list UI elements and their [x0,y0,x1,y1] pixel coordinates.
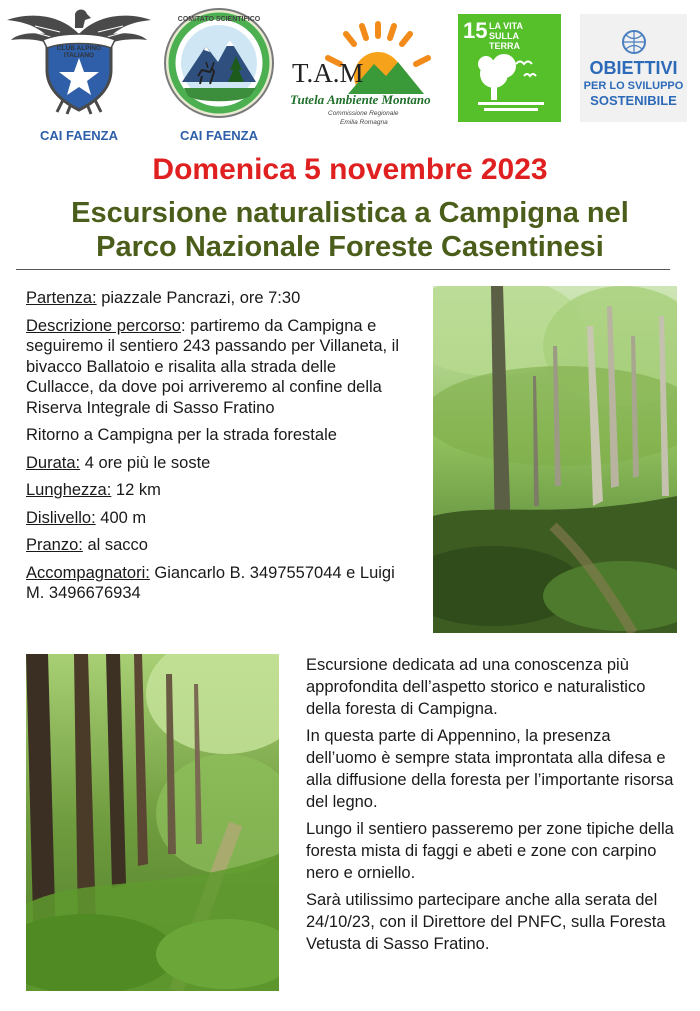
pranzo-label: Pranzo: [26,536,83,554]
forest-photo-trail [26,654,279,991]
tam-title: T.A.M [292,58,364,88]
lunghezza-label: Lunghezza: [26,481,112,499]
event-title-line2: Parco Nazionale Foreste Casentinesi [96,231,604,263]
dislivello-label: Dislivello: [26,508,96,527]
tree-birds-icon [478,52,544,112]
dislivello-value: 400 m [95,508,147,527]
title-divider [16,269,670,270]
cai-club-text: CLUB ALPINO ITALIANO [56,45,102,59]
sdg-text: LA VITA SULLA TERRA [489,21,523,51]
tam-region-line1: Commissione Regionale [328,110,399,117]
tam-logo [288,14,446,134]
comitato-mountain-deer-icon [160,6,278,121]
accompagnatori-label: Accompagnatori: [26,563,150,582]
obiettivi-sostenibile-logo [580,14,687,122]
forest-photo-campigna [433,286,677,633]
descrizione-row [26,316,406,419]
description-paragraph-4: Sarà utilissimo partecipare anche alla serata del 24/10/23, con il Direttore del PNFC, sulla Foresta Vetusta di Sasso Fratino. [306,891,666,953]
descrizione-value: : partiremo da Campigna e seguiremo il sentiero 243 passando per Villaneta, il bivacco Ballatoio e risalita alla strada delle Cullacce, da dove poi arriveremo al confine della Riserva Integrale di Sasso Fratino [26,316,400,417]
event-date: Domenica 5 novembre 2023 [152,153,548,186]
un-emblem-icon [620,28,648,56]
forest-photo-image [433,286,677,633]
lunghezza-row [26,480,406,501]
description-paragraph-2: In questa parte di Appennino, la presenza dell’uomo è sempre stata improntata alla difesa e alla diffusione della foresta per l’importante risorsa del legno. [306,727,674,811]
description-paragraph-1: Escursione dedicata ad una conoscenza più approfondita dell’aspetto storico e naturalistico della foresta di Campigna. [306,656,646,718]
cai-faenza-label: CAI FAENZA [40,128,118,143]
comitato-scientifico-logo [160,6,278,144]
cai-eagle-shield-icon [5,4,153,116]
lunghezza-value: 12 km [111,481,161,499]
pranzo-row [26,535,406,556]
event-title [0,196,700,264]
sdg-number: 15 [463,18,488,43]
pranzo-value: al sacco [82,536,148,554]
comitato-faenza-label: CAI FAENZA [180,128,258,143]
tam-region-line2: Emilia Romagna [340,119,388,126]
obiettivi-line3: SOSTENIBILE [590,93,677,108]
durata-value: 4 ore più le soste [80,453,211,472]
durata-row [26,453,406,474]
description-paragraph-3: Lungo il sentiero passeremo per zone tipiche della foresta mista di faggi e abeti e zone con carpino nero e orniello. [306,820,674,882]
event-description [306,654,676,960]
obiettivi-line2: PER LO SVILUPPO [583,80,684,92]
descrizione-label: Descrizione percorso [26,316,181,335]
partenza-value: piazzale Pancrazi, ore 7:30 [96,289,301,307]
comitato-scientifico-text: COMITATO SCIENTIFICO [177,16,261,23]
accompagnatori-row [26,563,406,604]
dislivello-row [26,508,406,529]
accompagnatori-value: Giancarlo B. 3497557044 e Luigi M. 3496676934 [26,563,395,602]
tam-subtitle: Tutela Ambiente Montano [290,92,431,107]
sdg-15-tile [458,14,561,122]
partenza-label: Partenza: [26,289,97,307]
obiettivi-line1: OBIETTIVI [589,58,678,78]
hike-info [26,288,406,611]
event-title-line1: Escursione naturalistica a Campigna nel [71,197,629,229]
partenza-row [26,288,406,309]
ritorno-row: Ritorno a Campigna per la strada forestale [26,426,337,444]
durata-label: Durata: [26,453,81,472]
cai-logo [5,4,153,144]
forest-trail-image [26,654,279,991]
